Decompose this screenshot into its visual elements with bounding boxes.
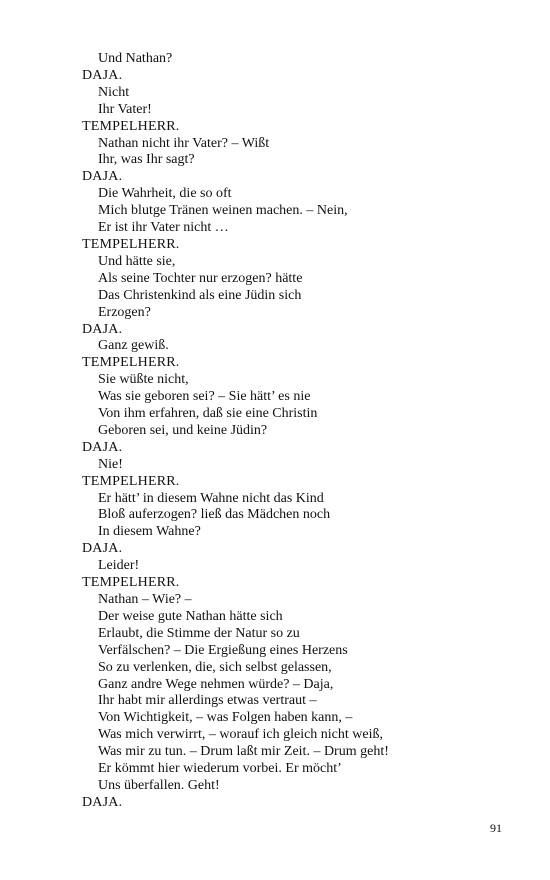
verse-line: Er ist ihr Vater nicht … (98, 220, 229, 236)
verse-line: Von Wichtigkeit, – was Folgen haben kann, – (98, 710, 353, 726)
speaker-name: DAJA. (82, 67, 123, 83)
verse-line: Uns überfallen. Geht! (98, 777, 220, 793)
verse-line: Die Wahrheit, die so oft (98, 186, 232, 202)
verse-line: Und hätte sie, (98, 253, 176, 269)
drama-text (82, 51, 522, 812)
verse-line: Erlaubt, die Stimme der Natur so zu (98, 625, 300, 641)
verse-line: Als seine Tochter nur erzogen? hätte (98, 270, 303, 286)
verse-line: Erzogen? (98, 304, 151, 320)
verse-line: Von ihm erfahren, daß sie eine Christin (98, 406, 318, 422)
verse-line: Verfälschen? – Die Ergießung eines Herzens (98, 642, 348, 658)
speaker-name: DAJA. (82, 794, 123, 810)
verse-line: Was mir zu tun. – Drum laßt mir Zeit. – Drum geht! (98, 744, 389, 760)
speaker-name: DAJA. (82, 321, 123, 337)
verse-line: Geboren sei, und keine Jüdin? (98, 422, 268, 438)
speaker-name: TEMPELHERR. (82, 355, 180, 371)
verse-line: Und Nathan? (98, 51, 173, 66)
speaker-name: DAJA. (82, 439, 123, 455)
verse-line: Ganz andre Wege nehmen würde? – Daja, (98, 676, 334, 692)
verse-line: Ihr Vater! (98, 101, 152, 117)
page-number: 91 (490, 821, 502, 835)
verse-line: Das Christenkind als eine Jüdin sich (98, 287, 302, 303)
verse-line: Was mich verwirrt, – worauf ich gleich nicht weiß, (98, 727, 384, 743)
speaker-name: TEMPELHERR. (82, 575, 180, 591)
verse-line: Der weise gute Nathan hätte sich (98, 608, 283, 624)
speaker-name: DAJA. (82, 169, 123, 185)
verse-line: Er hätt’ in diesem Wahne nicht das Kind (98, 490, 324, 506)
verse-line: Nathan – Wie? – (98, 592, 192, 607)
verse-line: Nathan nicht ihr Vater? – Wißt (98, 135, 270, 151)
verse-line: Was sie geboren sei? – Sie hätt’ es nie (98, 389, 311, 405)
speaker-name: TEMPELHERR. (82, 473, 180, 489)
verse-line: Leider! (98, 558, 140, 574)
verse-line: Er kömmt hier wiederum vorbei. Er möcht’ (98, 761, 342, 777)
speaker-name: TEMPELHERR. (82, 236, 180, 252)
verse-line: So zu verlenken, die, sich selbst gelassen, (98, 659, 332, 675)
speaker-name: TEMPELHERR. (82, 118, 180, 134)
verse-line: Mich blutge Tränen weinen machen. – Nein, (98, 203, 348, 219)
verse-line: Ihr habt mir allerdings etwas vertraut – (98, 693, 317, 709)
verse-line: Nie! (98, 456, 123, 472)
verse-line: Sie wüßte nicht, (98, 372, 189, 388)
verse-line: Bloß auferzogen? ließ das Mädchen noch (98, 507, 331, 523)
verse-line: Ganz gewiß. (98, 338, 169, 354)
verse-line: In diesem Wahne? (98, 524, 201, 540)
verse-line: Ihr, was Ihr sagt? (98, 152, 195, 168)
speaker-name: DAJA. (82, 541, 123, 557)
verse-line: Nicht (98, 84, 130, 100)
